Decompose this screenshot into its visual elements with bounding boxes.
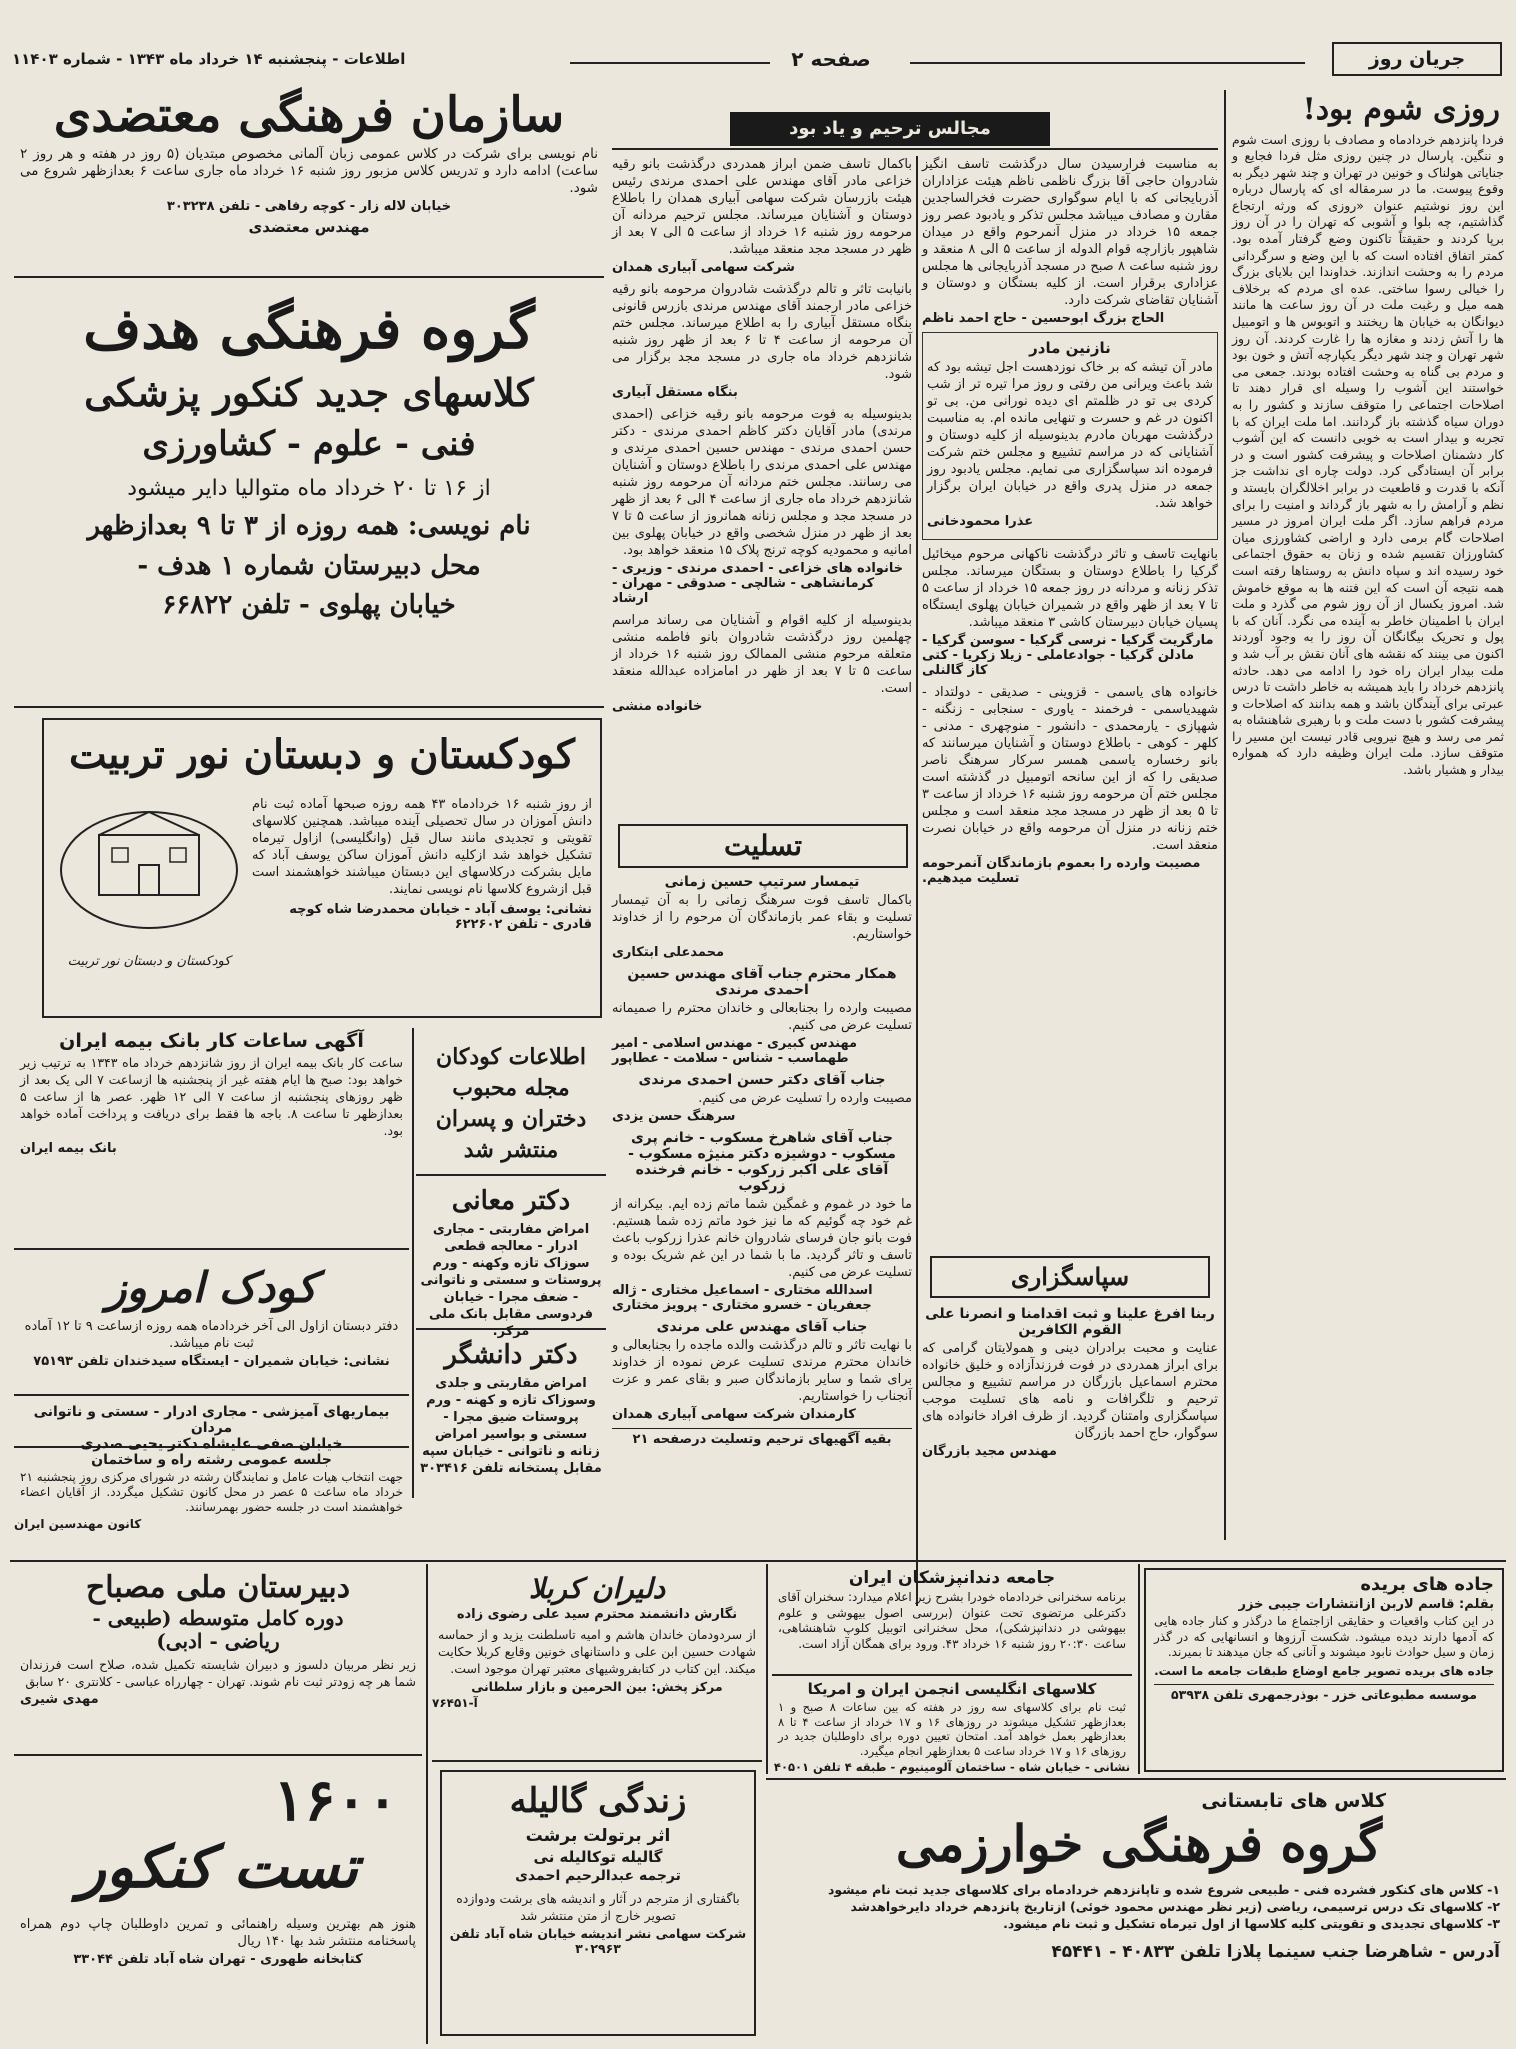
condolence-header: تسلیت xyxy=(618,824,908,868)
ad-number: ۱۶۰۰ xyxy=(273,1766,398,1834)
ad-body: امراض مقاربتی و جلدی وسوزاک تازه و کهنه - ورم پروستات ضیق مجرا - سستی و بواسیر امراض زنانه و ناتوانی - خیابان سپه مقابل پستخانه تلفن ۳۰۳۴۱۶ xyxy=(420,1376,602,1477)
ad-bank-insurance xyxy=(14,1028,409,1250)
ad-publisher: موسسه مطبوعاتی خزر - بوذرجمهری تلفن ۵۳۹۳۸ xyxy=(1154,1684,1494,1702)
ad-sign: مهندس معتضدی xyxy=(248,218,370,237)
condolence-item xyxy=(612,874,912,960)
editorial-body: فردا پانزدهم خردادماه و مصادف با روزی است شوم و ننگین. پارسال در چنین روزی مثل فردا فجایع و جنایاتی هولناک و خونین در تهران و چند شهر دیگر به وقوع پیوست. ما در سرمقاله ای که پارسال درباره این روز نوشتیم عنوان «روزی که ورثه ارتجاع گذاشتیم، چه بلوا و آشوبی که تهران را در آن روز برپا کردند و حقیقتاً تاکنون وضع گرفتار آمده بود. کمتر اتفاق افتاده است که با این وضع و سرگردانی مردم را به وحشت اندازند. خداوندا این بلایای بزرگ را خیالی رسوا ساختی. عده ای مردم که برخلاف همه میل و رغبت ملت در آن روز ساعت ها مانند دیوانگان به خیابان ها ریختند و اتوبوس ها و اتومبیل ها را آتش زدند و مغازه ها را غارت کردند. آن روز شهر تهران و چند شهر دیگر یکپارچه آتش و خون بود و مردم بی گناه به وحشت افتاده بودند. جمعی می خواستند این آشوب را وسیله ای قرار دهند تا اصلاحات اجتماعی را متوقف سازند و کشور را به دوران سیاه گذشته باز گردانند. اما ملت ایران که با تجربه و بیدار است به خوبی دانست که این آشوب کار دشمنان اصلاحات و پیشرفت کشور است و در برابر آن ایستادگی کرد. دولت چاره ای نداشت جز آنکه با قدرت و قاطعیت در برابر اخلالگران بایستد و نظم و آرامش را به شهر باز گرداند و امنیت را برای مردم فراهم سازد. اگر ملت ایران امروز در مسیر اصلاحات گام برمی دارد و اراضی کشاورزی میان کشاورزان تقسیم شده و زنان به حقوق اجتماعی خود رسیده اند و سپاه دانش به روستاها رفته است همه نتیجه آن است که این فتنه ها به موقع خاموش شد. امروز یکسال از آن روز شوم می گذرد و ملت ایران با اطمینان خاطر به آینده می نگرد. آنان که با پول و تحریک بیگانگان آن روز را به وجود آوردند اکنون می بینند که نقشه های آنان نقش بر آب شد و ملت بیدار ایران راه خود را ادامه می دهد. حادثه پانزدهم خرداد را باید همیشه به خاطر داشت تا درس عبرتی برای آیندگان باشد و همه بدانند که اصلاحات و پیشرفت کشور با دست ملت و با رهبری شاهنشاه به ثمر می رسد و هیچ نیرویی قادر نیست این مسیر را متوقف سازد. ملت ایران وظیفه دارد که همواره بیدار و هشیار باشد. xyxy=(1232,131,1504,778)
school-logo-caption: کودکستان و دبستان نور تربیت xyxy=(67,954,231,969)
ads-rule xyxy=(412,1028,414,1498)
condolences xyxy=(612,872,912,1562)
thanks-body: عنایت و محبت برادران دینی و همولایتان گرامی که برای ابراز همدردی در فوت فرزندآزاده و خلیق خانواده محترم اسماعیل بازرگان در مراسم تشییع و مجالس ترحیم و تلگرافات و نامه های تسلیت موجب سپاسگزاری وامتنان گردید. از ظرف افراد خانواده های سوگوار، حاج احمد بازرگان xyxy=(922,1341,1218,1441)
notice-body: باکمال تاسف ضمن ابراز همدردی درگذشت بانو رقیه خزاعی مادر آقای مهندس علی احمدی مرندی رئیس هیئت بازرسان شرکت سهامی آبیاری همدان را باطلاع دوستان و آشنایان میرساند. مجلس ترحیم مردانه آن مرحومه روز شنبه ۱۶ خرداد از ساعت ۵ الی ۷ بعد از ظهر در مسجد مجد منعقد میباشد. xyxy=(612,157,912,257)
editorial-title: روزی شوم بود! xyxy=(1302,92,1500,127)
condolence-body: باکمال تاسف فوت سرهنگ زمانی را به آن تیمسار تسلیت و بقاء عمر بازماندگان آن مرحوم را از خداوند خواستاریم. xyxy=(612,893,912,942)
condolence-sign: کارمندان شرکت سهامی آبیاری همدان xyxy=(612,1407,856,1422)
ad-title: دکتر معانی xyxy=(451,1186,571,1216)
notice-7 xyxy=(922,684,1218,886)
notice-body: خانواده های یاسمی - قزوینی - صدیقی - دولتداد - شهیدیاسمی - فرخمند - یاوری - سنجابی - زنگنه - شهپازی - یارمحمدی - دانشور - منوچهری - مدنی - کلهر - کوهی - باطلاع دوستان و آشنایان میرسانند که بانو رخساره یاسمی همسر سرکار سرهنگ ناصر صدیقی را که از این سانحه اتومبیل در گذشته است مجلس ختم آن مرحومه روز شنبه ۱۶ خرداد از ساعت ۳ تا ۵ بعد از ظهر در مسجد مجد منعقد است و مجلس ختم زنانه در منزل آن مرحومه واقع در خیابان نصرت منعقد است. xyxy=(922,685,1219,853)
ad-title: تست کنکور xyxy=(77,1832,359,1901)
ad-pre: کلاس های تابستانی xyxy=(1201,1790,1386,1812)
ad-subtitle: نگارش دانشمند محترم سید علی رضوی زاده xyxy=(456,1607,738,1623)
ad-body: جهت انتخاب هیات عامل و نمایندگان رشته در شورای مرکزی روز پنجشنبه ۲۱ خرداد ماه ساعت ۵ عصر در محل کانون تشکیل میگردد. از آقایان اعضاء خواهشمند است در جلسه حضور بهمرسانند. xyxy=(20,1470,404,1514)
ad-body: از روز شنبه ۱۶ خردادماه ۴۳ همه روزه صبحها آماده ثبت نام دانش آموزان در سال تحصیلی آینده میباشد. همچنین کلاسهای تقویتی و تجدیدی مانند سال قبل (وانگلیسی) ازاول تیرماه تشکیل خواهد شد ازکلیه دانش آموزان ساکن یوسف آباد که مایل بشرکت درکلاسهای این دبستان میباشند خواهشمند است قبل ازشروع کلاسها نام نویسی نمایند. xyxy=(252,797,593,897)
notice-title: نازنین مادر xyxy=(1029,339,1111,357)
ad-title: کلاسهای انگلیسی انجمن ایران و امریکا xyxy=(807,1680,1097,1698)
page-label: صفحه ۲ xyxy=(791,47,871,71)
notice-body: بانهایت تاسف و تاثر درگذشت ناکهانی مرحوم میخائیل گرکیا را باطلاع دوستان و بستگان میرساند. مجلس تذکر زنانه و مردانه در روز جمعه ۱۵ خرداد از ساعت ۵ تا ۷ بعد از ظهر واقع در شمیران خیابان پهلوی ایستگاه پسیان خیابان دبیرستان کاشی ۳ منعقد میباشد. xyxy=(922,547,1218,630)
ad-title: آگهی ساعات کار بانک بیمه ایران xyxy=(59,1030,364,1052)
notice-2 xyxy=(612,281,912,400)
ad-address: کتابخانه طهوری - تهران شاه آباد تلفن ۳۳۰۴۴ xyxy=(73,1951,363,1967)
ad-line: دختران و پسران xyxy=(435,1106,587,1133)
ad-sign: مهدی شیری xyxy=(20,1691,99,1707)
condolence-body: ما خود در غموم و غمگین شما ماتم زده ایم. بیکرانه از غم خود چه گوئیم که ما نیز خود ماتم زده شما هستیم. فوت بانو جان فرسای شادروان خانم عذرا زرکوب باعث تاسف و تاثر گردید. ما با شما در این غم شریک بوده و تسلیت عرض می کنیم. xyxy=(612,1197,912,1280)
notice-body: بانیابت تاثر و تالم درگذشت شادروان مرحومه بانو رقیه خزاعی مادر ارجمند آقای مهندس مرندی بازرس قانونی بنگاه مستقل آبیاری را به اطلاع میرساند. مجلس ختم آن مرحومه از ساعت ۴ تا ۶ بعد از ظهر روز شنبه شانزدهم خرداد ماه جاری در مسجد مجد برگزار می شود. xyxy=(612,282,912,382)
condolence-item xyxy=(612,1072,912,1124)
memorial-rule-top xyxy=(612,148,1218,150)
bottom-rule-3 xyxy=(1138,1564,1140,1774)
notice-body: مادر آن تیشه که بر خاک نوزدهست اجل تیشه بود که شد باعث ویرانی من رفتی و روز مرا تیره تر از شب کردی بی تو در ظلمتم ای دیده نورانی من. بی تو اکنون در غم و حسرت و تنهایی مانده ام. به مناسبت درگذشت مهربان مادرم بدینوسیله از کلیه دوستان و آشنایانی که در مراسم تشییع و مجلس ختم شرکت فرموده اند سپاسگزاری می نمایم. مجلس یادبود روز جمعه در منزل پدری واقع در خیابان ایران برگزار خواهد شد. xyxy=(927,360,1213,511)
col-rule-right xyxy=(1224,90,1226,1540)
ad-title: دبیرستان ملی مصباح xyxy=(85,1570,351,1605)
notice-6 xyxy=(922,546,1218,678)
ad-mesbah xyxy=(14,1566,422,1756)
notice-sign: مصیبت وارده را بعموم بازماندگان آنمرحومه تسلیت میدهیم. xyxy=(922,856,1201,886)
ad-address: خیابان لاله زار - کوچه رفاهی - تلفن ۳۰۳۲۳۸ xyxy=(166,199,452,215)
ad-title: کودکستان و دبستان نور تربیت xyxy=(69,731,575,778)
notice-sign: بنگاه مستقل آبیاری xyxy=(612,385,738,400)
ad-original: گالیله توکالیله نی xyxy=(533,1847,663,1866)
ad-line: از ۱۶ تا ۲۰ خرداد ماه متوالیا دایر میشود xyxy=(127,476,491,502)
ad-english-classes xyxy=(772,1680,1132,1774)
ad-1600-test xyxy=(14,1760,422,2042)
notice-poem xyxy=(922,332,1218,540)
ad-line: نام نویسی: همه روزه از ۳ تا ۹ بعدازظهر xyxy=(87,511,531,542)
ad-line: ۱- کلاس های کنکور فشرده فنی - طبیعی شروع شده و تاپانزدهم خردادماه برای کلاسهای جدید ثبت نام میشود xyxy=(827,1881,1500,1897)
ad-body: زیر نظر مربیان دلسوز و دبیران شایسته تکمیل شده، صلاح است فرزندان شما هر چه زودتر ثبت نام شوند. تهران - چهارراه عباسی - کلانتری ۲۰ سابق xyxy=(20,1656,416,1689)
notice-sign: الحاج بزرگ ابوحسین - حاج احمد ناظم xyxy=(922,311,1165,326)
condolence-item xyxy=(612,1319,912,1422)
kharazmi-rule xyxy=(766,1778,1506,1780)
ad-address: آدرس - شاهرضا جنب سینما پلازا تلفن ۴۰۸۳۳ - ۴۵۴۴۱ xyxy=(1051,1941,1500,1962)
ad-body: باگفتاری از مترجم در آثار و اندیشه های برشت ودوازده تصویر خارج از متن منتشر شد xyxy=(456,1890,740,1923)
ad-hadaf xyxy=(14,282,604,708)
ad-line: محل دبیرستان شماره ۱ هدف - xyxy=(137,550,481,581)
editorial-column xyxy=(1232,88,1504,1540)
notice-sign: خانواده های خزاعی - احمدی مرندی - وزیری - کرمانشاهی - شالچی - صدوقی - مهران - ارشاد xyxy=(612,561,904,606)
ad-line: منتشر شد xyxy=(463,1137,559,1164)
publication-line: اطلاعات - پنجشنبه ۱۴ خرداد ماه ۱۳۴۳ - شماره ۱۱۴۰۳ xyxy=(12,50,406,68)
ad-title: جامعه دندانپزشکان ایران xyxy=(848,1568,1056,1588)
condolence-item xyxy=(612,966,912,1066)
school-logo xyxy=(54,800,244,1010)
notice-5 xyxy=(922,156,1218,326)
condolence-body: مصیبت وارده را بجنابعالی و خاندان محترم را صمیمانه تسلیت عرض می کنیم. xyxy=(612,1001,912,1033)
ad-body: دفتر دبستان ازاول الی آخر خردادماه همه روزه ازساعت ۹ تا ۱۲ آماده ثبت نام میباشد. xyxy=(24,1319,399,1352)
condolence-title: جناب آقای مهندس علی مرندی xyxy=(656,1319,868,1335)
ad-koodak-emrooz xyxy=(14,1254,409,1396)
condolence-item xyxy=(612,1130,912,1313)
ad-dental xyxy=(772,1566,1132,1676)
ad-line: اطلاعات کودکان xyxy=(436,1044,586,1070)
notice-sign: عذرا محمودخانی xyxy=(927,514,1034,529)
ad-sign: بانک بیمه ایران xyxy=(20,1141,117,1156)
notice-body: بدینوسیله به فوت مرحومه بانو رقیه خزاعی (احمدی مرندی) مادر آقایان دکتر کاظم احمدی مرندی - دکتر حسن احمدی مرندی - مهندس حسین احمدی مرندی و مهندس علی احمدی مرندی را باطلاع دوستان و آشنایان می رسانند. مجلس ختم مردانه آن مرحومه روز شنبه شانزدهم خرداد ماه جاری از ساعت ۴ الی ۶ بعد از ظهر در مسجد مجد و مجلس زنانه همانروز از ساعت ۵ تا ۷ بعد از ظهر در منزل شخصی واقع در خیابان پهلوی بین امانیه و محمودیه کوچه ترنج پلاک ۱۵ منعقد خواهد بود. xyxy=(612,407,912,558)
ad-line: خیابان پهلوی - تلفن ۶۶۸۲۲ xyxy=(162,589,456,620)
ad-title: زندگی گالیله xyxy=(509,1781,687,1821)
ad-clinic xyxy=(14,1400,409,1452)
continued-note: بقیه آگهیهای ترحیم وتسلیت درصفحه ۲۱ xyxy=(612,1428,912,1447)
ad-body: نام نویسی برای شرکت در کلاس عمومی زبان آلمانی مخصوص مبتدیان (۵ روز در هفته و هر روز ۲ ساعت) ادامه دارد و تدریس کلاس مزبور روز شنبه ۱۶ خرداد ماه جاری ساعت ۶ بعدازظهر شروع می شود. xyxy=(20,146,599,197)
ad-address: نشانی: خیابان شمیران - ایستگاه سیدخندان تلفن ۷۵۱۹۳ xyxy=(33,1354,390,1370)
ad-author: بقلم: قاسم لاربن ازانتشارات جیبی خزر xyxy=(1238,1597,1494,1612)
ad-sign: کانون مهندسین ایران xyxy=(14,1517,142,1531)
notice-1 xyxy=(612,156,912,275)
condolence-body: مصیبت وارده را تسلیت عرض می کنیم. xyxy=(698,1091,912,1106)
ad-dr-daneshgar xyxy=(416,1334,606,1498)
masthead xyxy=(10,38,1506,78)
ad-line: ۳- کلاسهای تجدیدی و تقویتی کلیه کلاسها از اول تیرماه تشکیل و ثبت نام میشود. xyxy=(1003,1915,1500,1931)
ad-karbala xyxy=(432,1566,762,1762)
ad-title: کودک امروز xyxy=(106,1263,317,1312)
ad-children-magazine xyxy=(416,1028,606,1176)
ad-address: نشانی - خیابان شاه - ساختمان آلومینیوم - طبقه ۴ تلفن ۴۰۵۰۱ xyxy=(773,1760,1131,1774)
bottom-rule-1 xyxy=(426,1564,428,2044)
ad-title: گروه فرهنگی خوارزمی xyxy=(895,1814,1383,1873)
condolence-title: جناب آقای دکتر حسن احمدی مرندی xyxy=(638,1072,886,1088)
ad-jadeh-boride xyxy=(1144,1568,1504,1772)
bottom-band-rule xyxy=(10,1560,1506,1562)
ad-moghtadi xyxy=(14,88,604,278)
ad-dr-maani xyxy=(416,1180,606,1340)
condolence-sign: اسدالله مختاری - اسماعیل مختاری - ژاله جعفریان - خسرو مختاری - پرویز مختاری xyxy=(612,1283,873,1313)
ad-line: مجله محبوب xyxy=(452,1075,570,1102)
condolence-sign: مهندس کبیری - مهندس اسلامی - امیر طهماسب - شناس - سلامت - عطاپور xyxy=(612,1036,858,1066)
ad-title: دکتر دانشگر xyxy=(444,1340,578,1370)
ad-address: خیابان صفی علیشاه دکتر یحیی صدری xyxy=(80,1436,343,1452)
notice-sign: مارگریت گرکیا - نرسی گرکیا - سوسن گرکیا - مادلن گرکیا - جوادعاملی - زیلا زکریا - کتی کاز گالنلی xyxy=(922,633,1214,678)
ad-address: مرکز پخش: بین الحرمین و بازار سلطانی xyxy=(471,1679,723,1695)
ad-line: کلاسهای جدید کنکور پزشکی xyxy=(84,369,534,415)
ad-body: امراض مفاربتی - مجاری ادرار - معالجه قطعی سوزاک تازه وکهنه - ورم پروستات و سستی و ناتوانی - ضعف مجرا - خیابان فردوسی مقابل بانک ملی مرکز. xyxy=(420,1222,602,1340)
ad-author: اثر برتولت برشت xyxy=(525,1825,671,1846)
notice-body: به مناسبت فرارسیدن سال درگذشت تاسف انگیز شادروان حاجی آقا بزرگ ناظمی ناظم هیئت عزاداران آذربایجانی که با ایام سوگواری حضرت فخرالساجدین مقارن و مصادف میباشد مجلس تذکر و یادبود عصر روز جمعه ۱۵ خرداد در منزل آنمرحوم واقع در میدان شاهپور بازارچه قوام الدوله از ساعت ۵ الی ۸ منعقد و روز شنبه ساعت ۸ صبح در مسجد آذربایجانی ها مجلس عزاداری برقرار است. از کلیه بستگان و دوستان و آشنایان تقاضای شرکت دارد. xyxy=(922,157,1218,308)
section-header-memorials: مجالس ترحیم و یاد بود xyxy=(730,112,1050,146)
condolence-title: جناب آقای شاهرخ مسکوب - خانم پری مسکوب - دوشیزه دکتر منیژه مسکوب - آقای علی اکبر زرکوب - خانم فرخنده زرکوب xyxy=(628,1130,896,1194)
condolence-sign: محمدعلی ابتکاری xyxy=(612,945,724,960)
ad-publisher: شرکت سهامی نشر اندیشه خیابان شاه آباد تلفن ۳۰۲۹۶۳ xyxy=(449,1925,747,1956)
notice-3 xyxy=(612,406,912,606)
ad-code: آ-۷۶۴۵۱ xyxy=(432,1696,478,1711)
ad-body: هنوز هم بهترین وسیله راهنمائی و تمرین داوطلبان چاپ دوم همراه پاسخنامه منتشر شد بها ۱۴۰ ریال xyxy=(20,1916,416,1949)
col-rule-mid xyxy=(916,156,918,1606)
condolence-sign: سرهنگ حسن یزدی xyxy=(612,1109,736,1124)
thanks-verse: ربنا افرغ علینا و ثبت اقدامنا و انصرنا علی القوم الکافرین xyxy=(925,1306,1215,1338)
thanks-sign: مهندس مجید بازرگان xyxy=(922,1444,1057,1459)
ad-translator: ترجمه عبدالرحیم احمدی xyxy=(515,1867,681,1884)
ad-body: در این کتاب واقعیات و حقایقی ازاجتماع ما درگذر و کنار جاده هایی که آدمها دارند دیده میشود. شکست آرزوها و انسانهایی که در گذر زمان و سیل حوادث نابود میشوند و آنانی که جان میدهند تا بمیرند. xyxy=(1154,1614,1494,1659)
ad-line: ریاضی - ادبی) xyxy=(156,1628,280,1653)
notice-sign: خانواده منشی xyxy=(612,699,703,714)
ad-galileo xyxy=(440,1770,756,2036)
ad-title: سازمان فرهنگی معتضدی xyxy=(53,87,565,143)
ad-body-wrap xyxy=(252,796,592,1012)
ad-title: جلسه عمومی رشته راه و ساختمان xyxy=(91,1452,332,1468)
ad-body: برنامه سخنرانی خردادماه خودرا بشرح زیر اعلام میدارد: سخنران آقای دکترعلی مرتضوی تحت عنوان (بررسی اصول بیهوشی و علوم بیهوشی در دندانپزشکی)، محل سخنرانی اتوبیل کلوپ شاهنشاهی، ساعت ۲۰:۳۰ روز شنبه ۱۶ خرداد ۴۳. ورود برای همگان آزاد است. xyxy=(778,1590,1126,1651)
ad-kharazmi xyxy=(772,1784,1506,2042)
header-rule-left xyxy=(570,62,770,64)
notices-col2 xyxy=(922,156,1218,1248)
notices-col1 xyxy=(612,156,912,816)
ad-title: بیماریهای آمیزشی - مجاری ادرار - سستی و ناتوانی مردان xyxy=(33,1404,390,1436)
notice-4 xyxy=(612,612,912,714)
bottom-rule-2 xyxy=(766,1564,768,1774)
column-label-box: جریان روز xyxy=(1332,42,1502,76)
ad-address: نشانی: یوسف آباد - خیابان محمدرضا شاه کوچه قادری - تلفن ۶۲۲۶۰۲ xyxy=(289,902,592,932)
ad-title: جاده های بریده xyxy=(1360,1574,1494,1595)
condolence-title: همکار محترم جناب آقای مهندس حسین احمدی مرندی xyxy=(627,966,897,998)
ad-engineers xyxy=(14,1452,409,1548)
ad-line: ۲- کلاسهای تک درس ترسیمی، ریاضی (زیر نظر مهندس محمود خوئی) ازتاریخ پانزدهم خرداد دایرخواهدشد xyxy=(850,1898,1500,1914)
thanks-header: سپاسگزاری xyxy=(930,1256,1210,1298)
header-rule-right xyxy=(910,62,1305,64)
ad-title: دلیران کربلا xyxy=(528,1572,666,1605)
ad-line: دوره کامل متوسطه (طبیعی - xyxy=(92,1605,344,1630)
condolence-body: با نهایت تاثر و تالم درگذشت والده ماجده را بجنابعالی و خاندان محترم مرندی تسلیت عرض نموده از خداوند برای شما و سایر بازماندگان صبر و بقای عمر و عزت آنجناب را خواستاریم. xyxy=(612,1338,912,1404)
thanks-block xyxy=(922,1304,1218,1556)
ad-body: ساعت کار بانک بیمه ایران از روز شانزدهم خرداد ماه ۱۳۴۳ به ترتیب زیر خواهد بود: صبح ها ایام هفته غیر از پنجشنبه ها ازساعت ۷ الی یک بعد از ظهر روزهای پنجشنبه از ساعت ۷ الی ۱۲ ظهر. عصر ها از ساعت ۵ بعدازظهر تا ساعت ۸. باجه ها فقط برای دریافت و پرداخت آماده خواهد بود. xyxy=(20,1055,403,1138)
notice-body: بدینوسیله از کلیه اقوام و آشنایان می رساند مراسم چهلمین روز درگذشت شادروان بانو فاطمه منشی متعلقه مرحوم منشی الممالک روز شنبه ۱۶ خرداد از ساعت ۵ تا ۷ بعد از ظهر در امامزاده عبدالله منعقد است. xyxy=(612,613,912,696)
ad-sub: جاده های بریده تصویر جامع اوضاع طبقات جامعه ما است. xyxy=(1154,1663,1494,1678)
ad-nour-tarbiat xyxy=(42,718,602,1018)
ad-line: فنی - علوم - کشاورزی xyxy=(142,423,476,464)
ad-body: ثبت نام برای کلاسهای سه روز در هفته که بین ساعات ۸ صبح و ۱ بعدازظهر تشکیل میشوند در روزهای ۱۶ و ۱۷ خرداد از ساعت ۴ تا ۸ بعدازظهر بعمل خواهد آمد. امتحان تعیین دوره برای داوطلبان جدید در روزهای ۱۶ و ۱۷ خرداد ساعت ۵ بعدازظهر انجام میگیرد. xyxy=(778,1700,1126,1758)
ad-body: از سردودمان خاندان هاشم و امیه تاسلطنت یزید و از حماسه شهادت حسین ابن علی و داستانهای خونین وقایع کربلا حکایت میکند. این کتاب در کتابفروشیهای معتبر تهران موجود است. xyxy=(438,1627,756,1677)
school-logo-drawing xyxy=(54,800,244,950)
notice-sign: شرکت سهامی آبیاری همدان xyxy=(612,260,795,275)
condolence-title: تیمسار سرتیپ حسین زمانی xyxy=(664,874,860,890)
ad-title: گروه فرهنگی هدف xyxy=(83,296,535,362)
